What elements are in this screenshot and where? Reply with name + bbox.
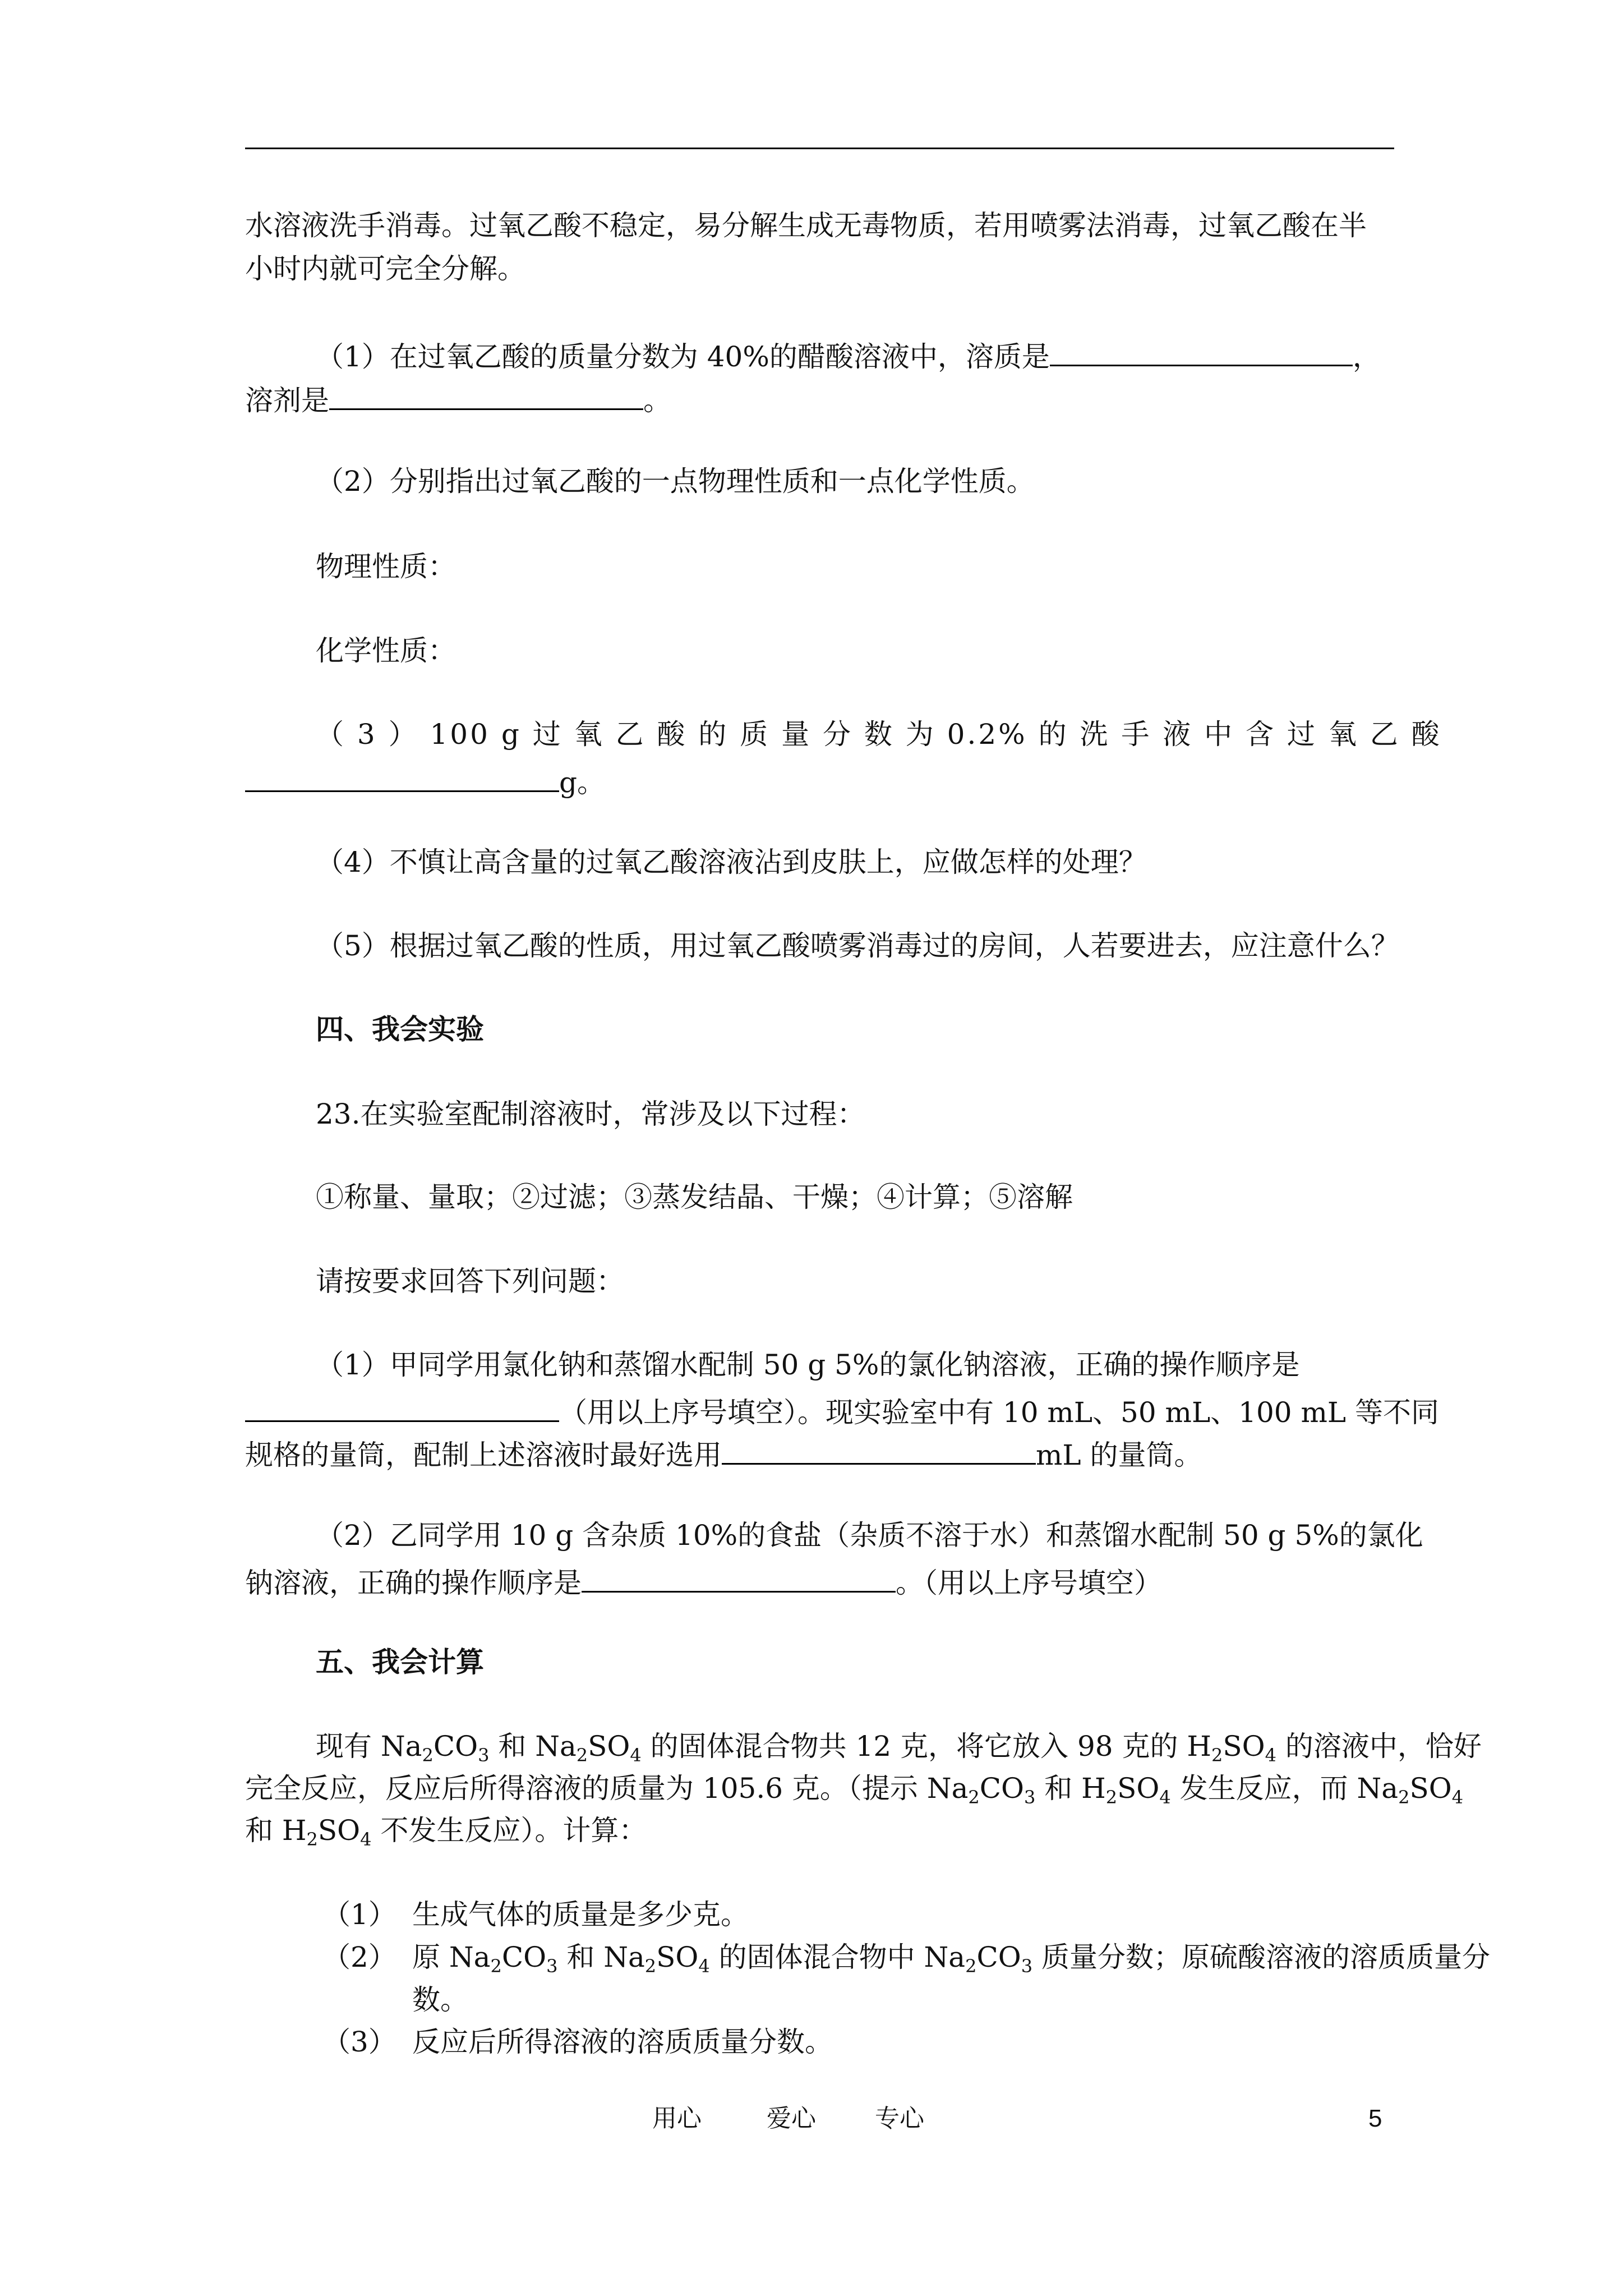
question-3-line-2: [245, 765, 605, 797]
question-4-text: （4）不慎让高含量的过氧乙酸溶液沾到皮肤上，应做怎样的处理？: [316, 846, 1147, 878]
problem-line-2: 完全反应，反应后所得溶液的质量为 105.6 克。（提示 $Na_2CO_3$ 和 $H_2SO_4$ 发生反应，而 $Na_2SO_4$: [245, 1772, 1464, 1808]
physical-property-label: 物理性质：: [316, 550, 456, 583]
section-4-title: 四、我会实验: [316, 1013, 484, 1046]
calc-item-2-number: （2）: [322, 1941, 396, 1973]
part-1-line-3-text: 规格的量筒，配制上述溶液时最好选用: [245, 1439, 722, 1471]
problem-line-1: 现有 $Na_2CO_3$ 和 $Na_2SO_4$ 的固体混合物共 12 克，将它放入 98 克的 $H_2SO_4$ 的溶液中，恰好: [316, 1730, 1482, 1766]
part-2-line-1: （2）乙同学用 10 g 含杂质 10%的食盐（杂质不溶于水）和蒸馏水配制 50 g 5%的氯化: [316, 1519, 1423, 1552]
part-1-line-1: （1）甲同学用氯化钠和蒸馏水配制 50 g 5%的氯化钠溶液，正确的操作顺序是: [316, 1349, 1300, 1381]
process-steps: ①称量、量取；②过滤；③蒸发结晶、干燥；④计算；⑤溶解: [316, 1181, 1073, 1213]
answer-blank-order-2[interactable]: [582, 1565, 896, 1593]
answer-blank-order-1[interactable]: [245, 1395, 559, 1422]
part-1-line-3: [245, 1437, 1202, 1469]
question-1-solvent-label: 溶剂是: [245, 384, 329, 417]
answer-blank-solvent[interactable]: [329, 383, 643, 410]
question-1-line-2: [245, 383, 671, 415]
question-3-unit: g。: [559, 766, 606, 799]
part-2-line-2-suffix: 。（用以上序号填空）: [896, 1567, 1162, 1599]
question-1-text: （1）在过氧乙酸的质量分数为 40%的醋酸溶液中，溶质是: [316, 341, 1050, 373]
part-1-line-3-unit: mL 的量筒。: [1036, 1439, 1202, 1471]
instructions: 请按要求回答下列问题：: [316, 1265, 624, 1297]
question-5-text: （5）根据过氧乙酸的性质，用过氧乙酸喷雾消毒过的房间，人若要进去，应注意什么？: [316, 930, 1399, 962]
part-1-line-2: [245, 1395, 1439, 1427]
chemical-property-label: 化学性质：: [316, 634, 456, 667]
question-2-text: （2）分别指出过氧乙酸的一点物理性质和一点化学性质。: [316, 465, 1035, 498]
calc-item-2-text: 原 $Na_2CO_3$ 和 $Na_2SO_4$ 的固体混合物中 $Na_2CO_3$ 质量分数；原硫酸溶液的溶质质量分: [412, 1941, 1490, 1977]
question-1-comma: ，: [1352, 341, 1381, 373]
header-rule: [245, 148, 1394, 149]
intro-line-2: 小时内就可完全分解。: [245, 252, 525, 285]
part-2-line-2-text: 钠溶液，正确的操作顺序是: [245, 1567, 582, 1599]
page-number: 5: [1368, 2105, 1382, 2132]
question-23-text: 23.在实验室配制溶液时，常涉及以下过程：: [316, 1098, 865, 1130]
calc-item-2-line-2: 数。: [412, 1984, 468, 2016]
calc-item-3-number: （3）: [322, 2026, 396, 2058]
part-2-line-2: [245, 1565, 1162, 1597]
answer-blank-solute[interactable]: [1050, 339, 1353, 366]
question-1-period: 。: [643, 384, 671, 417]
answer-blank-mass[interactable]: [245, 765, 559, 792]
calc-item-1-text: 生成气体的质量是多少克。: [412, 1898, 749, 1931]
question-3-line-1: （ 3 ） 100 g 过 氧 乙 酸 的 质 量 分 数 为 0.2% 的 洗 手 液 中 含 过 氧 乙 酸: [316, 718, 1442, 751]
problem-line-3: 和 $H_2SO_4$ 不发生反应）。计算：: [245, 1814, 647, 1850]
footer-motto-2: 爱心: [767, 2104, 816, 2133]
footer-motto-1: 用心: [652, 2104, 702, 2133]
footer-motto-3: 专心: [875, 2104, 924, 2133]
calc-item-1-number: （1）: [322, 1898, 396, 1931]
part-1-line-2-text: （用以上序号填空）。现实验室中有 10 mL、50 mL、100 mL 等不同: [559, 1396, 1439, 1429]
intro-line-1: 水溶液洗手消毒。过氧乙酸不稳定，易分解生成无毒物质，若用喷雾法消毒，过氧乙酸在半: [245, 209, 1367, 242]
answer-blank-cylinder[interactable]: [722, 1437, 1036, 1465]
section-5-title: 五、我会计算: [316, 1645, 484, 1678]
calc-item-3-text: 反应后所得溶液的溶质质量分数。: [412, 2026, 833, 2058]
question-1-line-1: [316, 339, 1381, 371]
